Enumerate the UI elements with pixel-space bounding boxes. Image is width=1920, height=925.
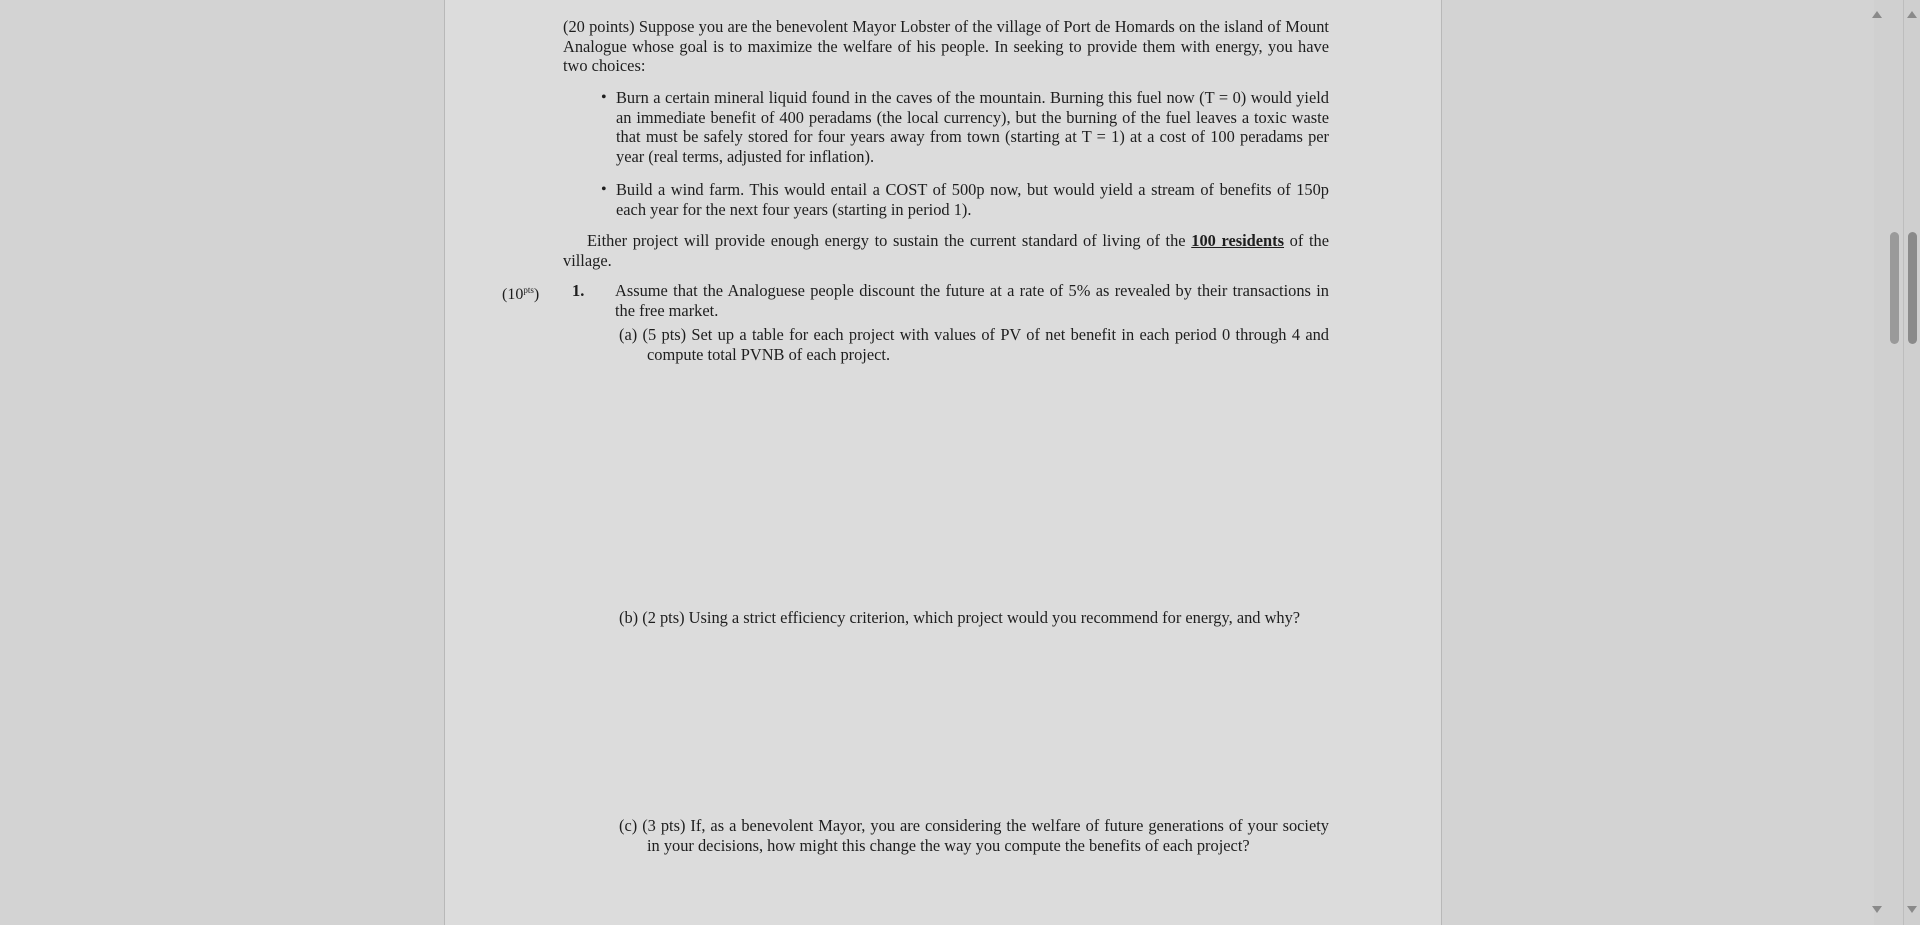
- part-a: [593, 325, 1329, 364]
- intro-paragraph: (20 points) Suppose you are the benevolent Mayor Lobster of the village of Port de Homards on the island of Mount Analogue whose goal is to maximize the welfare of his people. In seeking to provide them with energy, you have two choices:: [563, 17, 1329, 76]
- residents-emphasis: 100 residents: [1191, 231, 1285, 250]
- part-c-label: (c): [619, 816, 638, 835]
- inner-scroll-thumb[interactable]: [1890, 232, 1899, 344]
- part-b: [593, 608, 1329, 628]
- arrow-down-icon[interactable]: [1907, 906, 1917, 913]
- part-b-label: (b): [619, 608, 639, 627]
- inner-scroll-track[interactable]: [1874, 0, 1904, 925]
- part-c-text: (3 pts) If, as a benevolent Mayor, you are considering the welfare of future generations of your society in your decisions, how might this change the way you compute the benefits of each project?: [642, 816, 1329, 855]
- question-text: Assume that the Analoguese people discount the future at a rate of 5% as revealed by their transactions in the free market.: [615, 281, 1329, 320]
- bullet-text: Burn a certain mineral liquid found in the caves of the mountain. Burning this fuel now (T = 0) would yield an immediate benefit of 400 peradams (the local currency), but the burning of the fuel leaves a toxic waste that must be safely stored for four years away from town (starting at T = 1) at a cost of 100 peradams per year (real terms, adjusted for inflation).: [616, 88, 1329, 166]
- part-a-text: (5 pts) Set up a table for each project with values of PV of net benefit in each period 0 through 4 and compute total PVNB of each project.: [642, 325, 1329, 364]
- arrow-up-icon[interactable]: [1872, 11, 1882, 18]
- bullet-item-wind: [601, 180, 1329, 219]
- document-page: [444, 0, 1442, 925]
- scroll-thumb[interactable]: [1908, 232, 1917, 344]
- bullet-item-fuel: [601, 88, 1329, 166]
- bullet-text: Build a wind farm. This would entail a COST of 500p now, but would yield a stream of benefits of 150p each year for the next four years (starting in period 1).: [616, 180, 1329, 219]
- either-text-before: Either project will provide enough energy to sustain the current standard of living of the: [587, 231, 1192, 250]
- bullet-icon: •: [601, 181, 607, 198]
- part-c: [593, 816, 1329, 855]
- either-text-after: of the village.: [563, 231, 1329, 270]
- part-a-label: (a): [619, 325, 638, 344]
- page-scrollbar[interactable]: [1903, 0, 1920, 925]
- arrow-down-icon[interactable]: [1872, 906, 1882, 913]
- question-points-margin: $(10^{pts})$: [502, 285, 540, 303]
- part-b-text: (2 pts) Using a strict efficiency criterion, which project would you recommend for energy, and why?: [642, 608, 1301, 627]
- question-number: 1.: [572, 281, 585, 300]
- bullet-icon: •: [601, 89, 607, 106]
- either-paragraph: [563, 231, 1329, 270]
- arrow-up-icon[interactable]: [1907, 11, 1917, 18]
